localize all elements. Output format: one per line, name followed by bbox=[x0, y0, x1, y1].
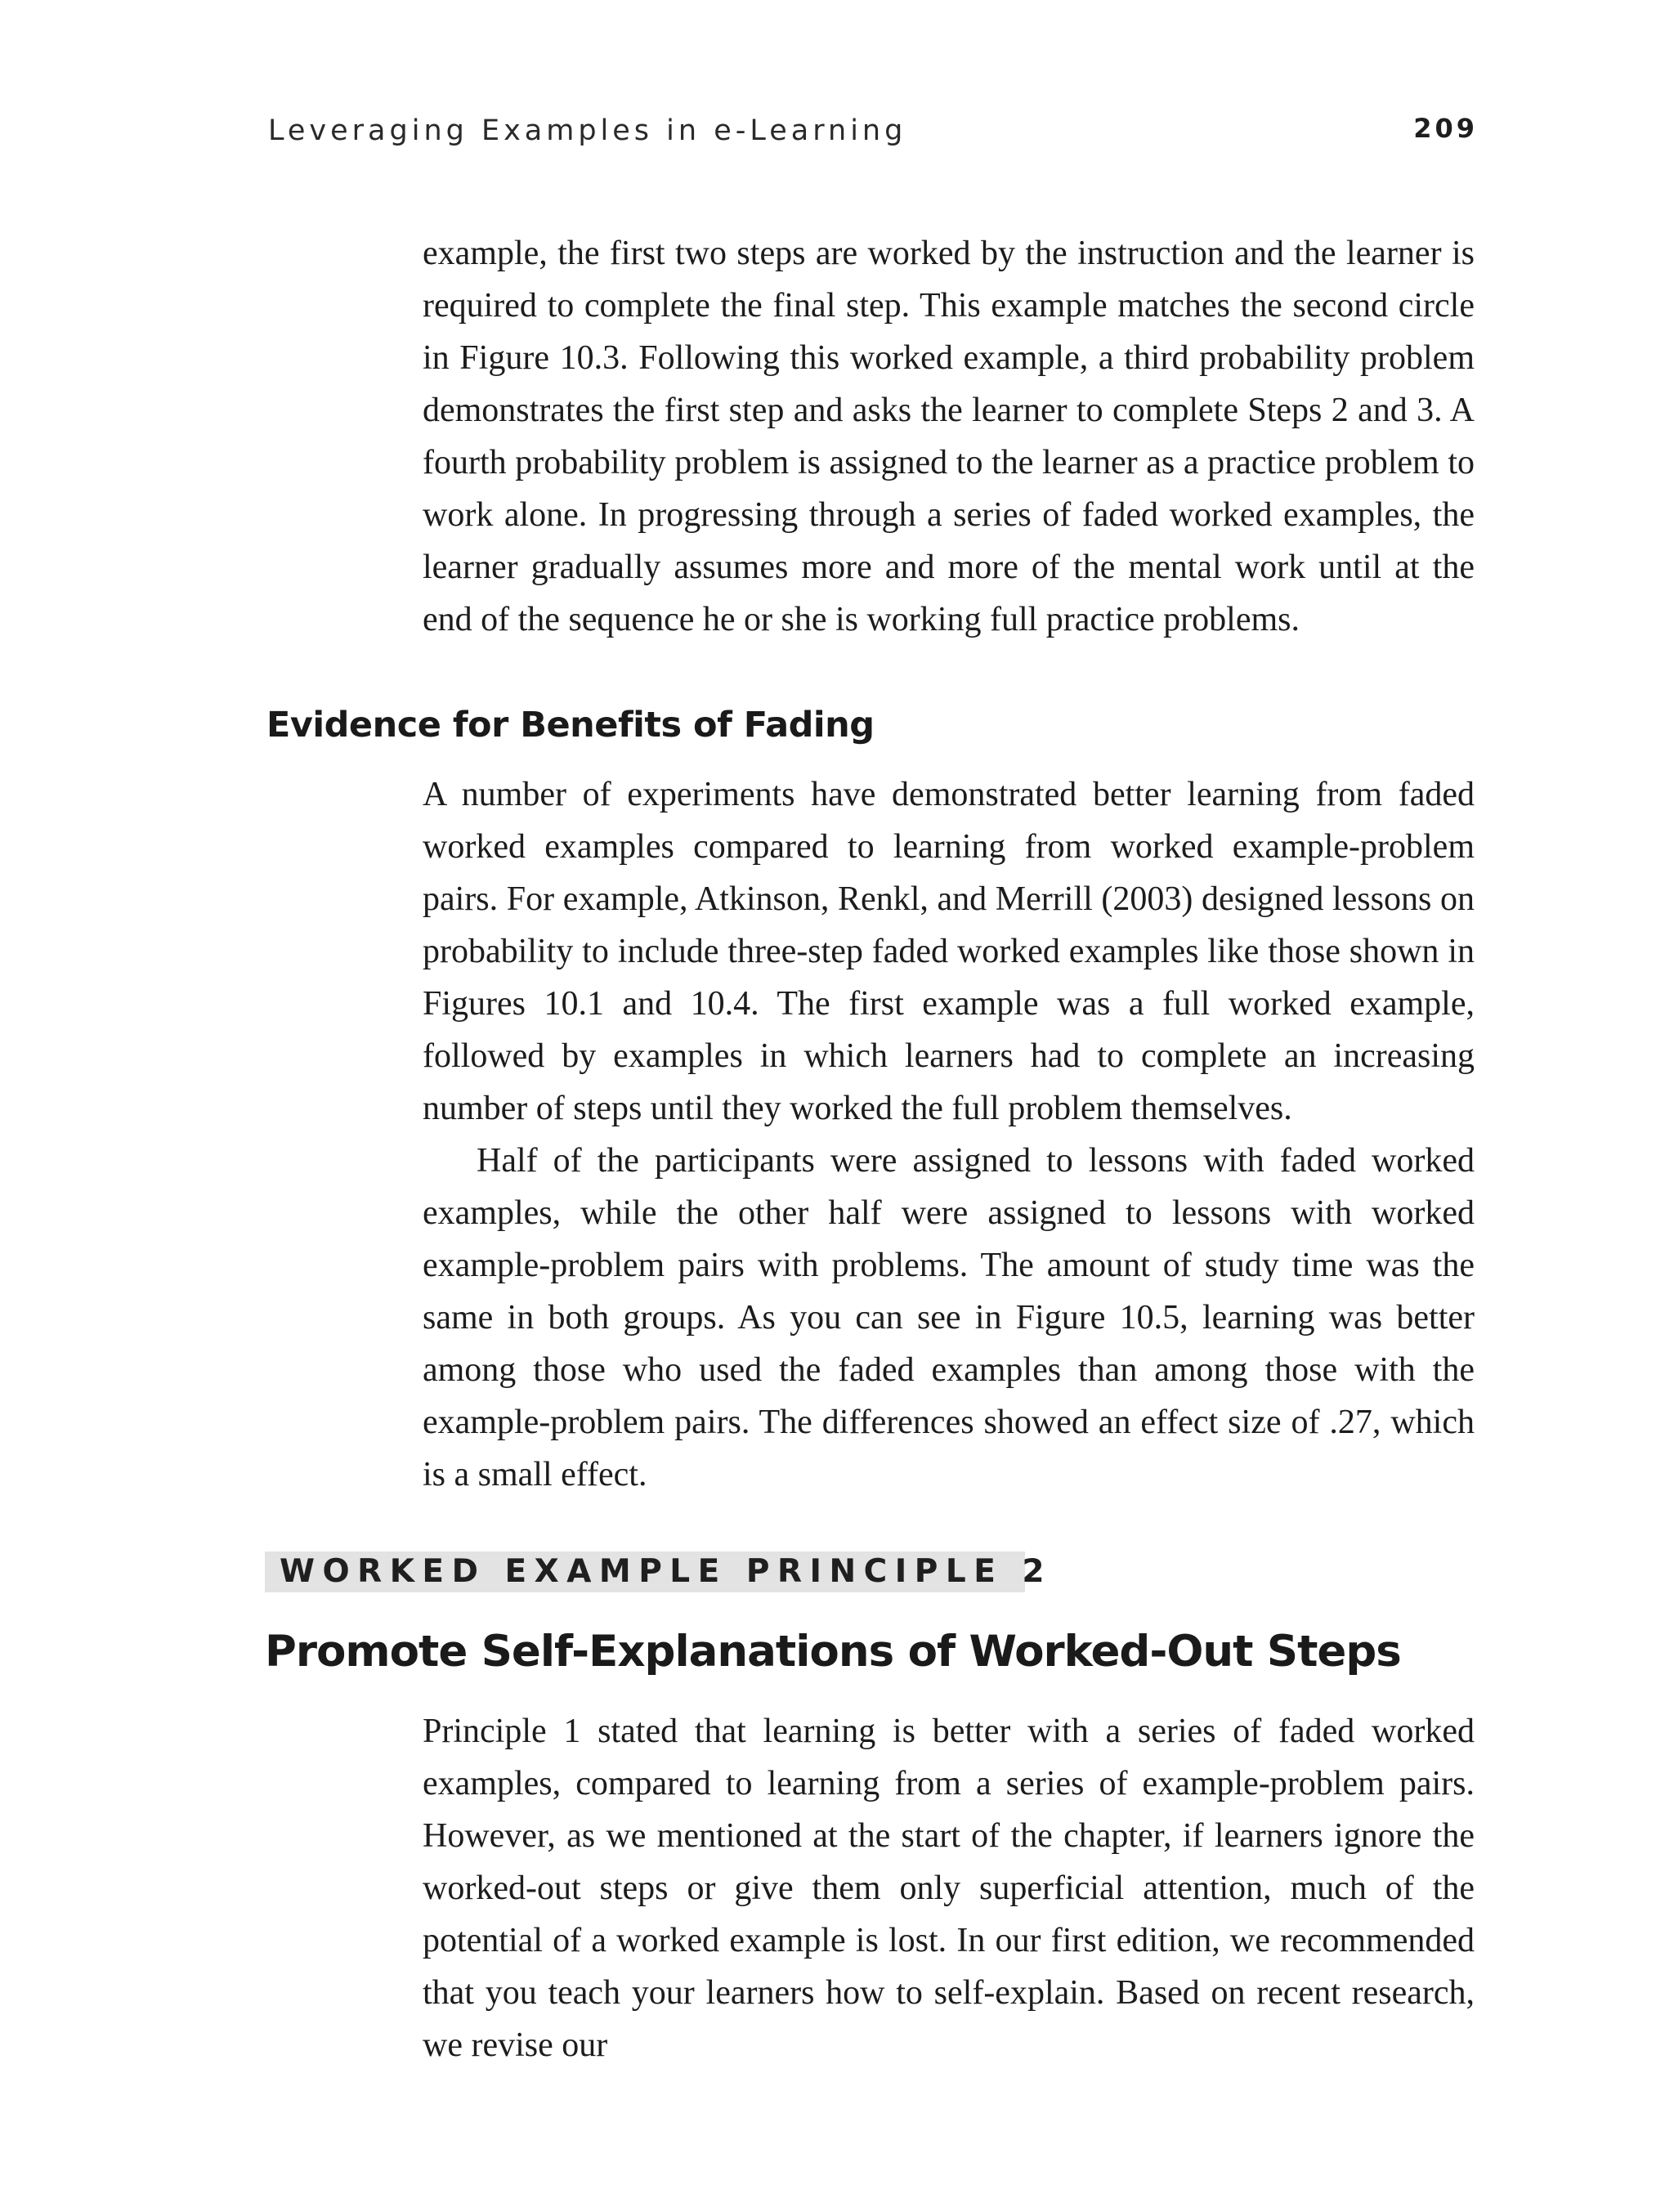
body-text-block-3 bbox=[423, 1705, 1475, 2071]
running-head: Leveraging Examples in e-Learning bbox=[268, 114, 907, 147]
body-text-block-1 bbox=[423, 227, 1475, 646]
principle-label: WORKED EXAMPLE PRINCIPLE 2 bbox=[280, 1553, 1053, 1590]
paragraph: A number of experiments have demonstrated better learning from faded worked examples compared to learning from worked example-problem pairs. For example, Atkinson, Renkl, and Merrill (2003) designed lessons on probability to include three-step faded worked examples like those shown in Figures 10.1 and 10.4. The first example was a full worked example, followed by examples in which learners had to complete an increasing number of steps until they worked the full problem themselves. bbox=[423, 776, 1475, 1127]
paragraph: Half of the participants were assigned to lessons with faded worked examples, while the other half were assigned to lessons with worked example-problem pairs with problems. The amount of study time was the same in both groups. As you can see in Figure 10.5, learning was better among those who used the faded examples than among those with the example-problem pairs. The differences showed an effect size of .27, which is a small effect. bbox=[423, 1142, 1475, 1493]
paragraph: Principle 1 stated that learning is better with a series of faded worked examples, compared to learning from a series of example-problem pairs. However, as we mentioned at the start of the chapter, if learners ignore the worked-out steps or give them only superficial attention, much of the potential of a worked example is lost. In our first edition, we recommended that you teach your learners how to self-explain. Based on recent research, we revise our bbox=[423, 1713, 1475, 2064]
body-text-block-2 bbox=[423, 768, 1475, 1501]
page-number: 209 bbox=[1413, 113, 1478, 144]
section-heading: Evidence for Benefits of Fading bbox=[266, 705, 875, 746]
paragraph: example, the first two steps are worked by the instruction and the learner is required to complete the final step. This example matches the second circle in Figure 10.3. Following this worked example, a third probability problem demonstrates the first step and asks the learner to complete Steps 2 and 3. A fourth probability problem is assigned to the learner as a practice problem to work alone. In progressing through a series of faded worked examples, the learner gradually assumes more and more of the mental work until at the end of the sequence he or she is working full practice problems. bbox=[423, 235, 1475, 638]
principle-title: Promote Self-Explanations of Worked-Out Steps bbox=[265, 1627, 1401, 1677]
